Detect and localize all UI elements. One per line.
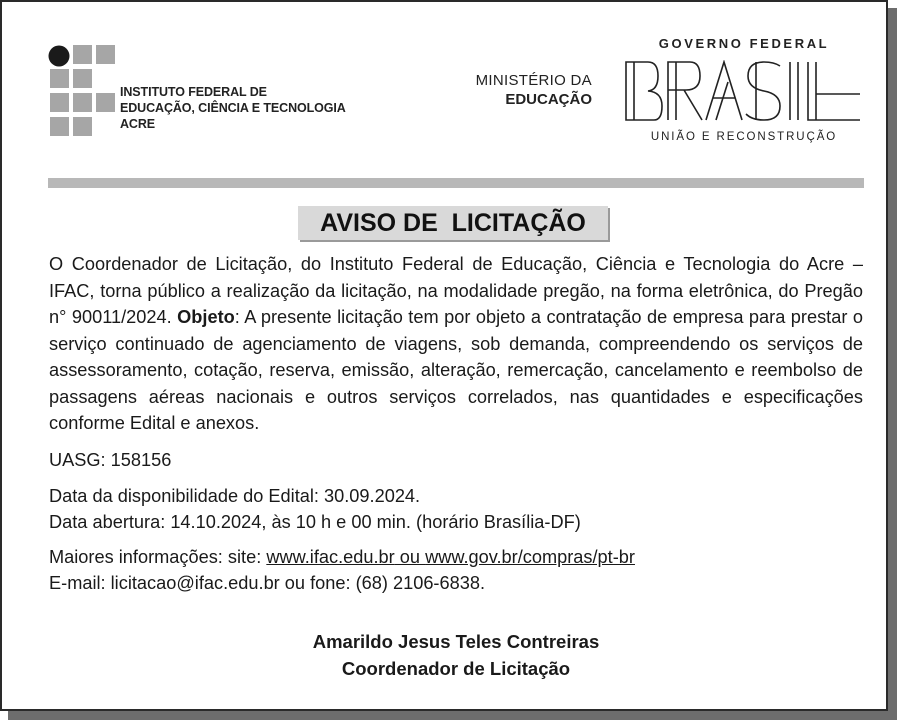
site-link-ifac[interactable]: www.ifac.edu.br xyxy=(266,546,395,567)
frame-shadow-right xyxy=(888,8,897,718)
disponibilidade-line: Data da disponibilidade do Edital: 30.09.2024. xyxy=(49,485,421,506)
frame-shadow-bottom xyxy=(8,711,897,720)
ifac-logo-icon xyxy=(48,45,118,137)
brasil-logo-icon xyxy=(624,60,864,122)
governo-federal-title: GOVERNO FEDERAL xyxy=(658,36,830,51)
governo-slogan: UNIÃO E RECONSTRUÇÃO xyxy=(650,131,838,143)
signatory-name: Amarildo Jesus Teles Contreiras xyxy=(312,631,600,652)
ministerio-educacao xyxy=(448,71,592,109)
signature-block xyxy=(49,628,863,682)
ifac-line-2: EDUCAÇÃO, CIÊNCIA E TECNOLOGIA xyxy=(120,101,346,115)
ifac-institution-name xyxy=(120,84,346,132)
abertura-line: Data abertura: 14.10.2024, às 10 h e 00 min. (horário Brasília-DF) xyxy=(49,511,581,532)
signatory-role: Coordenador de Licitação xyxy=(341,658,571,679)
header-divider xyxy=(48,178,864,188)
ifac-line-3: ACRE xyxy=(120,117,156,131)
paragraph-intro: O Coordenador de Licitação, do Instituto Federal de Educação, Ciência e Tecnologia do Acre – IFAC, torna público a realização da licitação, na modalidade pregão, na forma eletrônica, do Pregão n° 90011/2024. xyxy=(49,254,863,327)
info-prefix: Maiores informações: site: xyxy=(49,546,267,567)
info-or: ou xyxy=(394,546,426,567)
ministerio-line-2: EDUCAÇÃO xyxy=(505,91,592,108)
ifac-line-1: INSTITUTO FEDERAL DE xyxy=(120,85,267,99)
ministerio-line-1: MINISTÉRIO DA xyxy=(475,72,592,89)
paragraph-objeto: : A presente licitação tem por objeto a contratação de empresa para prestar o serviço continuado de agenciamento de viagens, sob demanda, compreendendo os serviços de assessoramento, cotação, reserva, emissão, alteração, remercação, cancelamento e reembolso de passagens aéreas nacionais e outros serviços correlados, nas quantidades e especificações conforme Edital e anexos. xyxy=(49,307,863,433)
uasg-line: UASG: 158156 xyxy=(49,449,172,470)
info-line xyxy=(49,544,863,570)
notice-title: AVISO DE LICITAÇÃO xyxy=(298,206,608,240)
objeto-label: Objeto xyxy=(177,307,235,327)
email-line: E-mail: licitacao@ifac.edu.br ou fone: (68) 2106-6838. xyxy=(49,572,486,593)
notice-paragraph xyxy=(49,251,863,437)
notice-body xyxy=(49,251,863,596)
site-link-compras[interactable]: www.gov.br/compras/pt-br xyxy=(425,546,635,567)
